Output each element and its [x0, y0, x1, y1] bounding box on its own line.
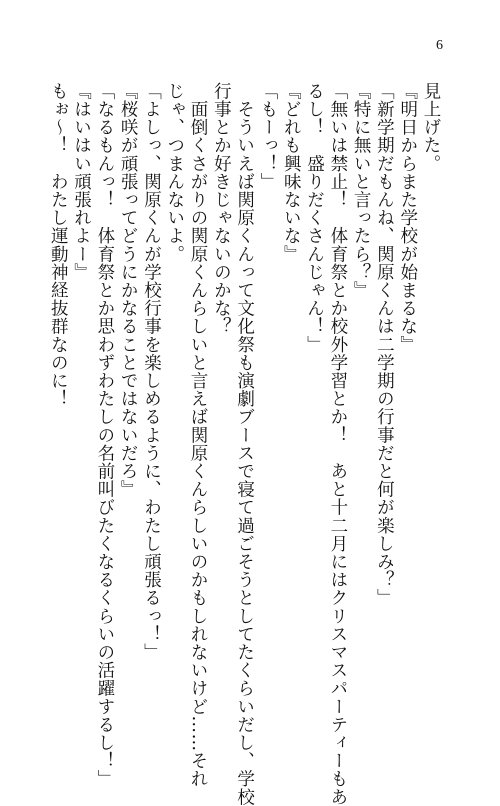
- text-line: 「もーっ！」: [257, 82, 278, 191]
- text-line: 『どれも興味ないな』: [281, 82, 302, 263]
- text-line: 「なるもんっ！ 体育祭とか思わずわたしの名前叫びたくなるくらいの活躍するし！」: [94, 82, 115, 788]
- text-line: 行事とか好きじゃないのかな？: [211, 82, 232, 336]
- text-line: るし！ 盛りだくさんじゃん！」: [304, 82, 325, 354]
- text-line: 『明日からまた学校が始まるな』: [397, 82, 418, 354]
- text-line: もぉ～！ わたし運動神経抜群なのに！: [48, 82, 69, 408]
- vertical-text-body: [48, 82, 442, 806]
- page-number: 6: [436, 38, 443, 53]
- text-line: じゃ、つまんないよ。: [164, 82, 185, 263]
- text-line: 面倒くさがりの関原くんらしいと言えば関原くんらしいのかもしれないけど……それ: [188, 82, 209, 788]
- text-line: 「よしっ、関原くんが学校行事を楽しめるように、わたし頑張るっ！」: [141, 82, 162, 662]
- text-line: 「新学期だもんね、関原くんは二学期の行事だと何が楽しみ？」: [374, 82, 395, 607]
- text-line: 『桜咲が頑張ってどうにかなることではないだろ』: [118, 82, 139, 499]
- text-line: 『はいはい頑張れよー』: [71, 82, 92, 282]
- text-line: 「無いは禁止！ 体育祭とか校外学習とか！ あと十二月にはクリスマスパーティーもあ: [327, 82, 348, 806]
- text-line: 見上げた。: [421, 82, 441, 173]
- text-line: 『特に無いと言ったら？』: [351, 82, 372, 300]
- text-line: そういえば関原くんって文化祭も演劇ブースで寝て過ごそうとしてたくらいだし、学校: [234, 82, 255, 806]
